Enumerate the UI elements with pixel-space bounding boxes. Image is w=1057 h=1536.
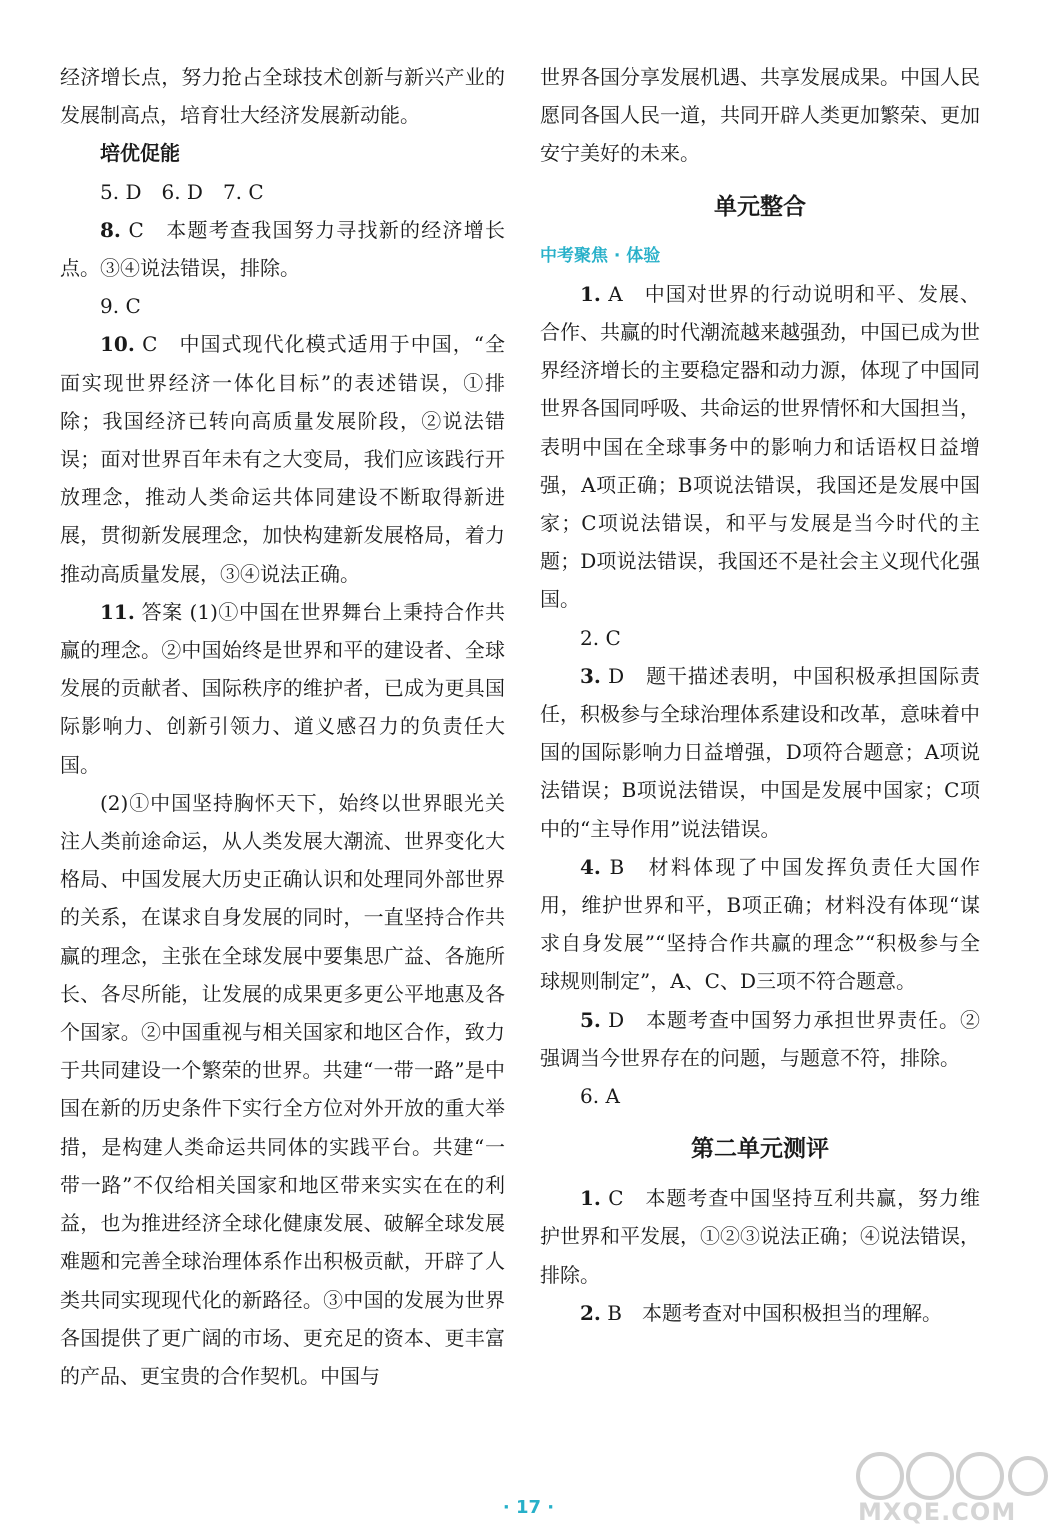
- item-number: 11.: [100, 599, 135, 624]
- item-number: 4.: [580, 854, 601, 879]
- section-title-unit-test: 第二单元测评: [691, 1136, 829, 1163]
- item-text: C 中国式现代化模式适用于中国，“全面实现世界经济一体化目标”的表述错误，①排除；我国经济已转向高质量发展阶段，②说法错误；面对世界百年未有之大变局，我们应该践行开放理念，推动人类命运共体同建设不断取得新进展，贯彻新发展理念，加快构建新发展格局，着力推动高质量发展，③④说法正确。: [60, 332, 505, 586]
- answer-circle-logo-icon: [850, 1448, 1050, 1504]
- section-title-unit-summary: 单元整合: [714, 193, 806, 220]
- item-number: 2.: [580, 1300, 601, 1325]
- answer-item-6: 6. A: [580, 1084, 620, 1109]
- item-text: 答案 (1)①中国在世界舞台上秉持合作共赢的理念。②中国始终是世界和平的建设者、全球发展的贡献者、国际秩序的维护者，已成为更具国际影响力、创新引领力、道义感召力的负责任大国。: [60, 599, 505, 777]
- page-number: · 17 ·: [502, 1497, 555, 1518]
- answer-item-9: 9. C: [100, 294, 141, 319]
- answer-item-11: [60, 593, 505, 784]
- answer-item-8: [60, 211, 505, 287]
- item-number: 5.: [580, 1007, 601, 1032]
- item-number: 1.: [580, 281, 601, 306]
- section-tag: 中考聚焦 · 体验: [540, 245, 661, 266]
- answer-item-11-part2: (2)①中国坚持胸怀天下，始终以世界眼光关注人类前途命运，从人类发展大潮流、世界变化大格局、中国发展大历史正确认识和处理同外部世界的关系，在谋求自身发展的同时，一直坚持合作共赢的理念，主张在全球发展中要集思广益、各施所长、各尽所能，让发展的成果更多更公平地惠及各个国家。②中国重视与相关国家和地区合作，致力于共同建设一个繁荣的世界。共建“一带一路”是中国在新的历史条件下实行全方位对外开放的重大举措，是构建人类命运共同体的实践平台。共建“一带一路”不仅给相关国家和地区带来实实在在的利益，也为推进经济全球化健康发展、破解全球发展难题和完善全球治理体系作出积极贡献，开辟了人类共同实现现代化的新路径。③中国的发展为世界各国提供了更广阔的市场、更充足的资本、更丰富的产品、更宝贵的合作契机。中国与: [60, 790, 505, 1388]
- item-number: 8.: [100, 217, 121, 242]
- test-item-2: [540, 1294, 980, 1332]
- watermark: [850, 1448, 1050, 1528]
- item-number: 1.: [580, 1186, 601, 1211]
- item-number: 3.: [580, 663, 601, 688]
- left-column: [60, 58, 505, 1395]
- watermark-text: MXQE.COM: [858, 1498, 1017, 1526]
- item-number: 10.: [100, 332, 135, 357]
- test-item-1: [540, 1179, 980, 1294]
- item-text: B 本题考查对中国积极担当的理解。: [600, 1300, 942, 1325]
- item-text: D 本题考查中国努力承担世界责任。②强调当今世界存在的问题，与题意不符，排除。: [540, 1007, 980, 1070]
- sub-heading: 培优促能: [100, 141, 180, 166]
- right-column: [540, 58, 980, 1332]
- answer-item-1: [540, 275, 980, 619]
- answer-item-3: [540, 657, 980, 848]
- item-text: B 材料体现了中国发挥负责任大国作用，维护世界和平，B项正确；材料没有体现“谋求自身发展”“坚持合作共赢的理念”“积极参与全球规则制定”，A、C、D三项不符合题意。: [540, 854, 980, 994]
- answer-item-10: [60, 325, 505, 592]
- answer-line: 5. D 6. D 7. C: [100, 179, 264, 204]
- answer-item-4: [540, 848, 980, 1001]
- continuation-paragraph: 经济增长点，努力抢占全球技术创新与新兴产业的发展制高点，培育壮大经济发展新动能。: [60, 65, 505, 128]
- item-text: A 中国对世界的行动说明和平、发展、合作、共赢的时代潮流越来越强劲，中国已成为世界经济增长的主要稳定器和动力源，体现了中国同世界各国同呼吸、共命运的世界情怀和大国担当，表明中国在全球事务中的影响力和话语权日益增强，A项正确；B项说法错误，我国还是发展中国家；C项说法错误，和平与发展是当今时代的主题；D项说法错误，我国还不是社会主义现代化强国。: [540, 281, 980, 612]
- continuation-paragraph: 世界各国分享发展机遇、共享发展成果。中国人民愿同各国人民一道，共同开辟人类更加繁荣、更加安宁美好的未来。: [540, 65, 980, 166]
- item-text: C 本题考查中国坚持互利共赢，努力维护世界和平发展，①②③说法正确；④说法错误，排除。: [540, 1186, 980, 1287]
- item-text: D 题干描述表明，中国积极承担国际责任，积极参与全球治理体系建设和改革，意味着中国的国际影响力日益增强，D项符合题意；A项说法错误；B项说法错误，中国是发展中国家；C项中的“主导作用”说法错误。: [540, 663, 980, 841]
- answer-item-2: 2. C: [580, 625, 621, 650]
- answer-item-5: [540, 1001, 980, 1077]
- item-text: C 本题考查我国努力寻找新的经济增长点。③④说法错误，排除。: [60, 217, 505, 281]
